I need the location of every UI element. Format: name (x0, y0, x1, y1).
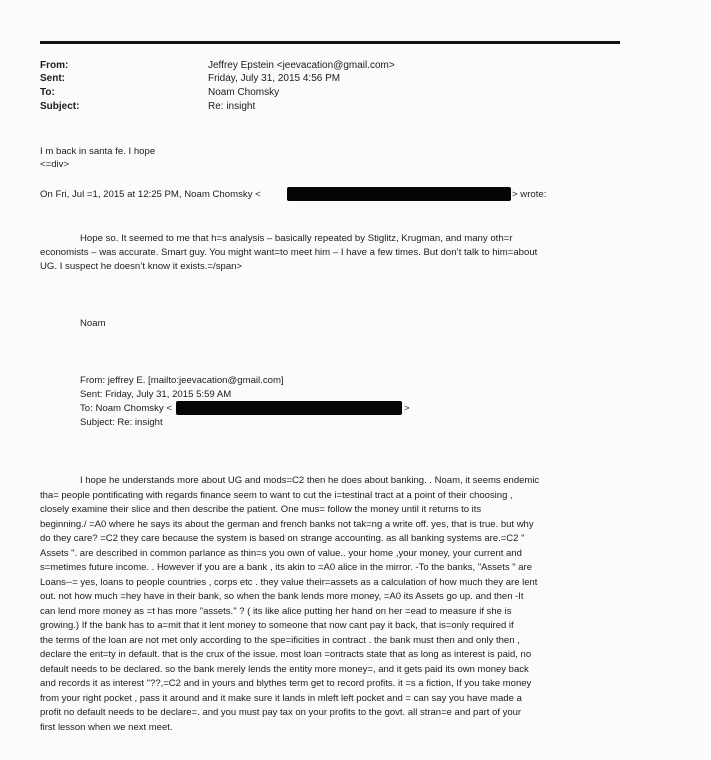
subject-label: Subject: (40, 101, 80, 112)
redaction-bar (287, 187, 511, 201)
body-line: profit no default needs to be declare=. and you must pay tax on your profits to the govt. all stran=e and part of your (40, 707, 522, 718)
redaction-bar (176, 401, 402, 415)
body-line: s=metimes future income. . However if you are a bank , its akin to =A0 alice in the mirror. -To the banks, "Assets " are (40, 562, 532, 573)
chomsky-line-3: UG. I suspect he doesn’t know it exists.=/span> (40, 261, 243, 272)
quote-intro-suffix: > wrote: (512, 189, 547, 200)
body-line: beginning./ =A0 where he says its about the german and french banks not tak=ng a write off. yes, that is true. but why (40, 518, 534, 530)
to-value: Noam Chomsky (208, 87, 280, 98)
original-sent: Sent: Friday, July 31, 2015 5:59 AM (80, 389, 232, 400)
header-divider (40, 41, 620, 44)
chomsky-line-2: economists – was accurate. Smart guy. You might want=to meet him – I have a few times. But don’t talk to him=about (40, 247, 538, 258)
body-line: tha= people pontificating with regards finance seem to want to cut the i=testinal tract at a point of their choosing , (40, 489, 513, 501)
body-line: the terms of the loan are not met only according to the spe=ificities in contract . the bank must then and only then , (40, 634, 520, 646)
body-line: from your right pocket , pass it around and it make sure it lands in mleft left pocket and = can say you have made a (40, 692, 522, 704)
body-line: Loans--= yes, loans to people countries , corps etc . they value their=assets as a calculation of how much they are lent (40, 576, 538, 588)
reply-line-2: <=div> (40, 159, 70, 170)
sent-value: Friday, July 31, 2015 4:56 PM (208, 73, 341, 84)
body-line: can lend more money as =t has more "assets." ? ( its like alice putting her hand on her =ead to measure if she is (40, 605, 512, 617)
quote-intro-prefix: On Fri, Jul =1, 2015 at 12:25 PM, Noam Chomsky < (40, 189, 261, 200)
reply-line-1: I m back in santa fe. I hope (40, 146, 156, 157)
original-subject: Subject: Re: insight (80, 417, 163, 428)
body-line: I hope he understands more about UG and mods=C2 then he does about banking. . Noam, it seems endemic (80, 475, 540, 486)
body-line: first lesson when we next meet. (40, 721, 173, 733)
chomsky-signature: Noam (80, 318, 106, 329)
body-line: out. not how much =hey have in their bank, so when the bank lends more money, =A0 its Assets go up. and then -It (40, 591, 524, 602)
original-to-suffix: > (404, 403, 410, 414)
body-line: default needs to be declared. so the bank merely lends the entity more money=, and it gets paid its own money back (40, 663, 529, 675)
body-line: and records it as interest "??,=C2 and in yours and blythes term get to record profits. it =s a fiction, If you take money (40, 678, 532, 689)
body-line: do they care? =C2 they care because the system is based on strange accounting. as all banking systems are.=C2 " (40, 533, 525, 544)
original-to-prefix: To: Noam Chomsky < (80, 403, 172, 414)
body-paragraph (40, 474, 628, 735)
sent-label: Sent: (40, 73, 65, 84)
from-value: Jeffrey Epstein <jeevacation@gmail.com> (208, 60, 395, 71)
original-from: From: jeffrey E. [mailto:jeevacation@gmail.com] (80, 375, 284, 386)
body-line: growing.) If the bank has to a=mit that it lent money to someone that now cant pay it back, that is=only required if (40, 620, 514, 631)
body-line: declare the ent=ty in default. that is the crux of the issue. most loan =ontracts state that as long as interest is paid, no (40, 649, 532, 660)
from-label: From: (40, 60, 69, 71)
body-line: Assets ". are described in common parlance as thin=s you own of value.. your home ,your money, your current and (40, 547, 522, 559)
to-label: To: (40, 87, 55, 98)
subject-value: Re: insight (208, 101, 256, 112)
body-line: closely examine their slice and then describe the patient. One mus= follow the money until it returns to its (40, 504, 482, 515)
chomsky-line-1: Hope so. It seemed to me that h=s analysis – basically repeated by Stiglitz, Krugman, and many oth=r (80, 233, 513, 244)
